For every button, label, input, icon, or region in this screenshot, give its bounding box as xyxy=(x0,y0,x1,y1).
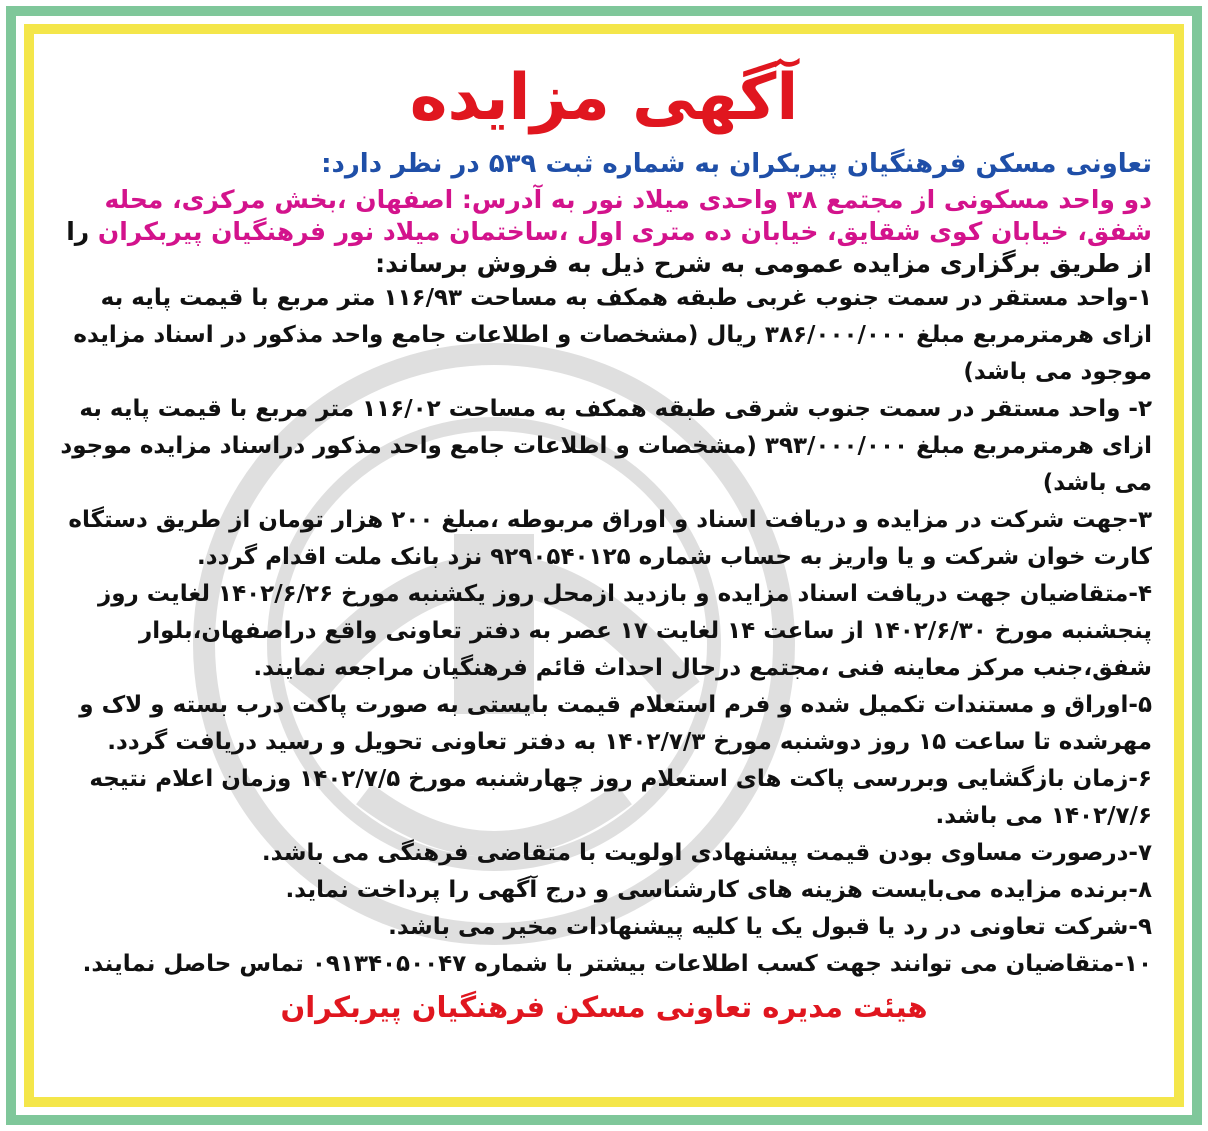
list-item: ۱-واحد مستقر در سمت جنوب غربی طبقه همکف به مساحت ۱۱۶/۹۳ متر مربع با قیمت پایه به ازای هرمترمربع مبلغ ۳۸۶/۰۰۰/۰۰۰ ریال (مشخصات و اطلاعات جامع واحد مذکور در اسناد مزایده موجود می باشد) xyxy=(73,285,1152,385)
list-item: ۴-متقاضیان جهت دریافت اسناد مزایده و بازدید ازمحل روز یکشنبه مورخ ۱۴۰۲/۶/۲۶ لغایت روز پنجشنبه مورخ ۱۴۰۲/۶/۳۰ از ساعت ۱۴ لغایت ۱۷ عصر به دفتر تعاونی واقع دراصفهان،بلوار شفق،جنب مرکز معاینه فنی ،مجتمع درحال احداث قائم فرهنگیان مراجعه نمایند. xyxy=(98,581,1152,681)
conditions-list xyxy=(56,280,1152,983)
list-item: ۱۰-متقاضیان می توانند جهت کسب اطلاعات بیشتر با شماره ۰۹۱۳۴۰۵۰۰۴۷ تماس حاصل نمایند. xyxy=(82,951,1152,977)
list-item: ۸-برنده مزایده می‌بایست هزینه های کارشناسی و درج آگهی را پرداخت نماید. xyxy=(285,877,1152,903)
lead-rest: را از طریق برگزاری مزایده عمومی به شرح ذیل به فروش برساند: xyxy=(66,217,1152,278)
lead-paragraph xyxy=(56,184,1152,280)
list-item: ۵-اوراق و مستندات تکمیل شده و فرم استعلام قیمت بایستی به صورت پاکت درب بسته و لاک و مهرشده تا ساعت ۱۵ روز دوشنبه مورخ ۱۴۰۲/۷/۳ به دفتر تعاونی تحویل و رسید دریافت گردد. xyxy=(79,692,1152,755)
notice-title: آگهی مزایده xyxy=(409,61,799,135)
list-item: ۹-شرکت تعاونی در رد یا قبول یک یا کلیه پیشنهادات مخیر می باشد. xyxy=(388,914,1152,940)
list-item: ۷-درصورت مساوی بودن قیمت پیشنهادی اولویت با متقاضی فرهنگی می باشد. xyxy=(261,840,1152,866)
notice-content xyxy=(56,62,1152,1089)
notice-paper xyxy=(34,34,1174,1097)
intro-line: تعاونی مسکن فرهنگیان پیربکران به شماره ثبت ۵۳۹ در نظر دارد: xyxy=(321,149,1152,179)
yellow-frame xyxy=(24,24,1184,1107)
property-address: دو واحد مسکونی از مجتمع ۳۸ واحدی میلاد نور به آدرس: اصفهان ،بخش مرکزی، محله شفق، خیابان کوی شقایق، خیابان ده متری اول ،ساختمان میلاد نور فرهنگیان پیربکران xyxy=(97,185,1152,246)
list-item: ۳-جهت شرکت در مزایده و دریافت اسناد و اوراق مربوطه ،مبلغ ۲۰۰ هزار تومان از طریق دستگاه کارت خوان شرکت و یا واریز به حساب شماره ۹۲۹۰۵۴۰۱۲۵ نزد بانک ملت اقدام گردد. xyxy=(68,507,1152,570)
outer-green-frame xyxy=(6,6,1202,1125)
white-border xyxy=(16,16,1192,1115)
signature: هیئت مدیره تعاونی مسکن فرهنگیان پیربکران xyxy=(280,990,928,1024)
list-item: ۶-زمان بازگشایی وبررسی پاکت های استعلام روز چهارشنبه مورخ ۱۴۰۲/۷/۵ وزمان اعلام نتیجه ۱۴۰۲/۷/۶ می باشد. xyxy=(89,766,1152,829)
list-item: ۲- واحد مستقر در سمت جنوب شرقی طبقه همکف به مساحت ۱۱۶/۰۲ متر مربع با قیمت پایه به ازای هرمترمربع مبلغ ۳۹۳/۰۰۰/۰۰۰ (مشخصات و اطلاعات جامع واحد مذکور دراسناد مزایده موجود می باشد) xyxy=(60,396,1152,496)
